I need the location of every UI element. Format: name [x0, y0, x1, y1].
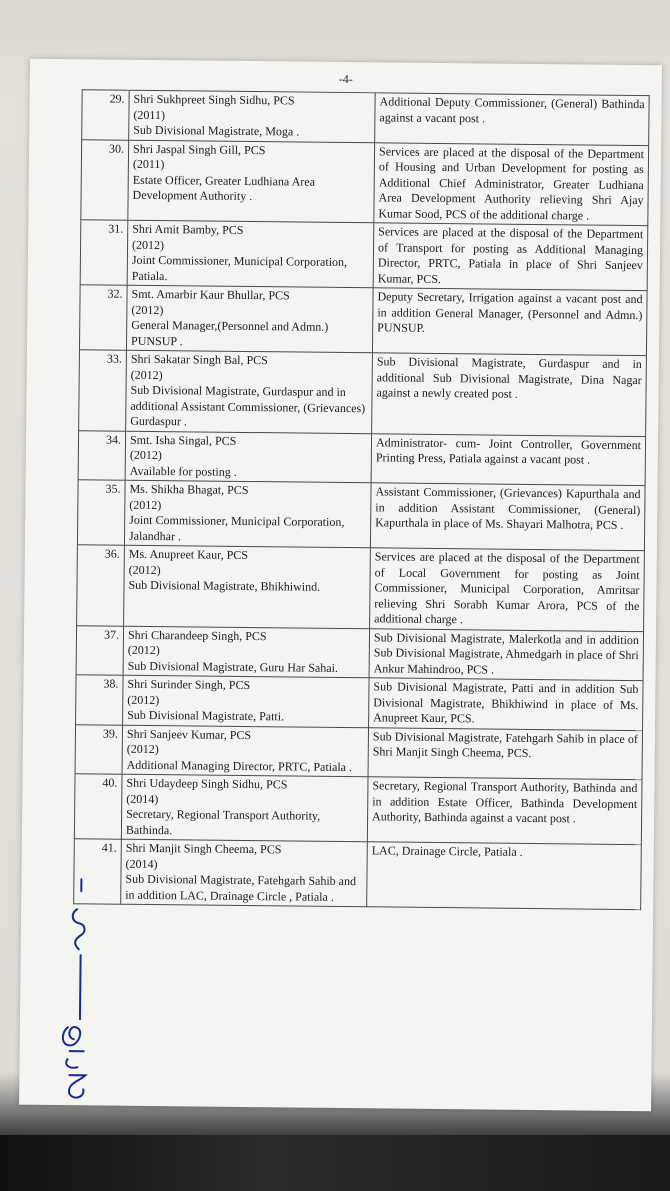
table-row: [79, 285, 647, 356]
serial-number: 30.: [81, 139, 129, 220]
current-post: Joint Commissioner, Municipal Corporation, Jalandhar .: [128, 512, 345, 543]
new-posting: Additional Deputy Commissioner, (General) Bathinda against a vacant post .: [375, 93, 650, 145]
officer-batch: (2012): [127, 642, 160, 658]
new-posting: Sub Divisional Magistrate, Fatehgarh Sahib in place of Shri Manjit Singh Cheema, PCS.: [368, 727, 643, 779]
current-post: General Manager,(Personnel and Admn.) PUNSUP .: [131, 317, 329, 348]
page-number: -4-: [338, 71, 353, 87]
serial-number: 41.: [74, 839, 122, 904]
officer-name: Ms. Shikha Bhagat, PCS: [129, 481, 249, 498]
new-posting: Services are placed at the disposal of the Department of Housing and Urban Development for posting as Additional Chief Administrator, Greater Ludhiana Area Development Authority relieving Shri Ajay Kumar Sood, PCS of the additional charge .: [374, 142, 649, 225]
serial-number: 40.: [74, 774, 122, 839]
officer-name: Shri Surinder Singh, PCS: [127, 676, 251, 693]
table-row: [74, 839, 642, 910]
current-post: Sub Divisional Magistrate, Gurdaspur and in additional Assistant Commissioner, (Grievances) Gurdaspur .: [130, 382, 366, 429]
serial-number: 34.: [78, 430, 126, 480]
serial-number: 36.: [77, 545, 125, 626]
officer-cell: [125, 431, 372, 483]
officer-batch: (2012): [127, 692, 160, 707]
officer-batch: (2014): [126, 791, 159, 806]
desk-shadow: [0, 1135, 670, 1191]
table-row: [78, 430, 645, 485]
officer-name: Ms. Anupreet Kaur, PCS: [128, 546, 249, 563]
new-posting: Administrator- cum- Joint Controller, Government Printing Press, Patiala against a vacant post .: [371, 433, 646, 485]
officer-name: Shri Sukhpreet Singh Sidhu, PCS: [133, 91, 295, 108]
officer-cell: [122, 725, 369, 777]
table-row: [81, 139, 649, 225]
current-post: Additional Managing Director, PRTC, Patiala .: [126, 757, 353, 774]
current-post: Estate Officer, Greater Ludhiana Area Development Authority .: [132, 172, 316, 204]
table-row: [77, 545, 645, 631]
officer-cell: [126, 350, 373, 433]
officer-name: Shri Amit Bamby, PCS: [132, 221, 244, 237]
officer-name: Shri Sanjeev Kumar, PCS: [126, 726, 252, 742]
table-row: [79, 350, 647, 436]
current-post: Sub Divisional Magistrate, Fatehgarh Sahib and in addition LAC, Drainage Circle , Patiala .: [125, 871, 357, 904]
document-page: [19, 59, 662, 1112]
table-row: [76, 675, 643, 730]
serial-number: 31.: [80, 220, 128, 285]
new-posting: Sub Divisional Magistrate, Malerkotla and in addition Sub Divisional Magistrate, Ahmedgarh in place of Shri Ankur Mahindroo, PCS .: [369, 628, 644, 680]
officer-cell: [127, 220, 374, 288]
table-row: [74, 774, 642, 845]
officer-batch: (2012): [130, 367, 163, 382]
officer-batch: (2012): [132, 237, 165, 252]
serial-number: 33.: [79, 350, 127, 431]
table-body: [74, 90, 649, 910]
officer-cell: [124, 545, 371, 628]
officer-name: Shri Sakatar Singh Bal, PCS: [130, 351, 268, 368]
current-post: Available for posting .: [129, 463, 237, 479]
new-posting: Sub Divisional Magistrate, Gurdaspur and in additional Sub Divisional Magistrate, Dina Nagar against a newly created post .: [372, 353, 647, 436]
table-row: [77, 480, 645, 551]
officer-batch: (2014): [125, 856, 158, 871]
new-posting: Secretary, Regional Transport Authority, Bathinda and in addition Estate Officer, Bathinda Development Authority, Bathinda against a vacant post .: [367, 777, 642, 845]
officer-cell: [128, 140, 375, 223]
table-row: [80, 220, 648, 291]
officer-name: Shri Udaydeep Singh Sidhu, PCS: [126, 775, 288, 792]
officer-batch: (2012): [129, 497, 162, 512]
officer-name: Smt. Amarbir Kaur Bhullar, PCS: [131, 286, 290, 303]
new-posting: Services are placed at the disposal of the Department of Transport for posting as Additional Managing Director, PRTC, Patiala in place of Shri Sanjeev Kumar, PCS.: [373, 223, 648, 291]
handwritten-signature: [39, 869, 112, 1110]
officer-cell: [123, 675, 370, 727]
current-post: Secretary, Regional Transport Authority, Bathinda.: [125, 806, 321, 837]
officer-cell: [121, 839, 368, 907]
current-post: Joint Commissioner, Municipal Corporation, Patiala.: [131, 252, 348, 283]
serial-number: 32.: [79, 285, 127, 350]
table-row: [75, 724, 642, 779]
officer-cell: [121, 774, 368, 842]
table-row: [76, 625, 643, 680]
posting-orders-table: [73, 89, 650, 910]
new-posting: LAC, Drainage Circle, Patiala .: [367, 842, 642, 910]
officer-batch: (2011): [133, 107, 166, 122]
officer-batch: (2011): [132, 156, 165, 172]
officer-batch: (2012): [129, 447, 162, 463]
officer-batch: (2012): [126, 741, 159, 757]
officer-cell: [123, 626, 370, 678]
officer-cell: [124, 480, 371, 548]
officer-name: Smt. Isha Singal, PCS: [129, 432, 237, 448]
new-posting: Deputy Secretary, Irrigation against a vacant post and in addition General Manager, (Personnel and Admn.) PUNSUP.: [372, 288, 647, 356]
officer-name: Shri Charandeep Singh, PCS: [127, 627, 267, 643]
current-post: Sub Divisional Magistrate, Guru Har Sahai.: [127, 658, 339, 675]
serial-number: 38.: [76, 675, 124, 725]
officer-batch: (2012): [131, 302, 164, 317]
current-post: Sub Divisional Magistrate, Patti.: [127, 707, 285, 724]
current-post: Sub Divisional Magistrate, Moga .: [133, 122, 300, 139]
new-posting: Services are placed at the disposal of the Department of Local Government for posting as Joint Commissioner, Municipal Corporation, Amritsar relieving Shri Sorabh Kumar Arora, PCS of the additional charge .: [370, 548, 645, 631]
new-posting: Sub Divisional Magistrate, Patti and in addition Sub Divisional Magistrate, Bhikhiwind in place of Ms. Anupreet Kaur, PCS.: [369, 678, 644, 730]
officer-name: Shri Manjit Singh Cheema, PCS: [125, 840, 282, 857]
officer-name: Shri Jaspal Singh Gill, PCS: [133, 141, 266, 157]
table-row: [82, 90, 649, 145]
officer-batch: (2012): [128, 562, 161, 577]
officer-cell: [129, 90, 376, 142]
serial-number: 35.: [77, 480, 125, 545]
serial-number: 39.: [75, 724, 123, 774]
current-post: Sub Divisional Magistrate, Bhikhiwind.: [128, 577, 321, 594]
serial-number: 29.: [82, 90, 130, 140]
officer-cell: [126, 285, 373, 353]
serial-number: 37.: [76, 625, 124, 675]
new-posting: Assistant Commissioner, (Grievances) Kapurthala and in addition Assistant Commissioner, (General) Kapurthala in place of Ms. Shayari Malhotra, PCS .: [370, 483, 645, 551]
